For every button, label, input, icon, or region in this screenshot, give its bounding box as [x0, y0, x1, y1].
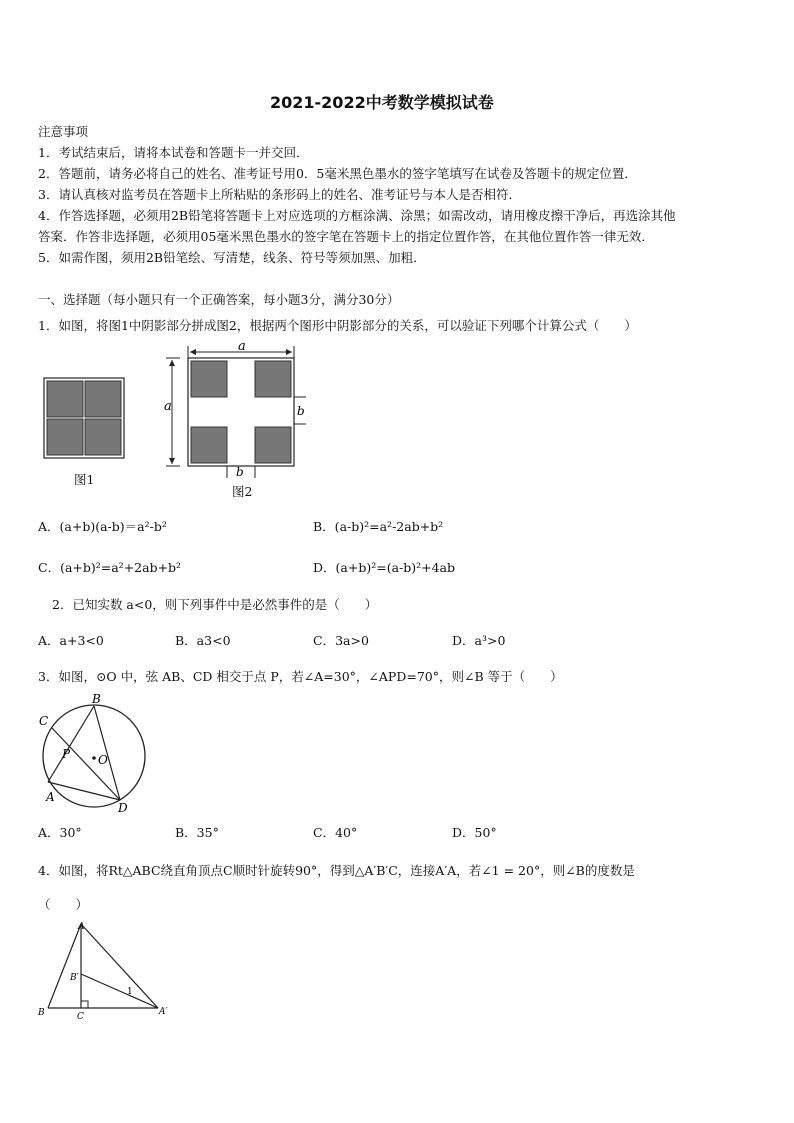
label-A-prime: A′: [159, 1007, 168, 1017]
q1-option-d[interactable]: D．(a+b)²=(a-b)²+4ab: [313, 560, 456, 575]
label-a-left: a: [164, 399, 172, 414]
q4-triangle-figure: [32, 918, 182, 1028]
label-O: O: [98, 753, 108, 767]
q1-figure-2: [160, 340, 320, 490]
label-A: A: [78, 922, 85, 932]
label-C: C: [77, 1012, 84, 1022]
notice-item: 4．作答选择题，必须用2B铅笔将答题卡上对应选项的方框涂满、涂黑；如需改动，请用橡皮擦干净后，再选涂其他: [38, 208, 676, 223]
q1-option-b[interactable]: B．(a-b)²=a²-2ab+b²: [313, 519, 444, 534]
notice-item: 1．考试结束后，请将本试卷和答题卡一并交回．: [38, 145, 309, 160]
label-A: A: [46, 790, 55, 804]
notice-heading: 注意事项: [38, 124, 89, 139]
label-B: B: [38, 1008, 45, 1018]
q2-option-c[interactable]: C．3a>0: [313, 633, 369, 648]
notice-item: 答案．作答非选择题，必须用05毫米黑色墨水的签字笔在答题卡上的指定位置作答，在其他位置作答一律无效．: [38, 229, 654, 244]
label-C: C: [39, 714, 49, 728]
notice-item: 3．请认真核对监考员在答题卡上所粘贴的条形码上的姓名、准考证号与本人是否相符．: [38, 187, 521, 202]
question-3-stem: 3．如图，⊙O 中，弦 AB、CD 相交于点 P，若∠A=30°，∠APD=70°，则∠B 等于（ ）: [38, 669, 563, 684]
figure-2-caption: 图2: [232, 484, 253, 499]
label-a-top: a: [238, 339, 246, 354]
label-B: B: [92, 692, 101, 706]
q2-option-d[interactable]: D．a³>0: [452, 633, 506, 648]
notice-item: 5．如需作图，须用2B铅笔绘、写清楚，线条、符号等须加黑、加粗．: [38, 250, 426, 265]
q2-option-b[interactable]: B．a3<0: [175, 633, 231, 648]
q3-option-b[interactable]: B．35°: [175, 825, 219, 840]
q2-option-a[interactable]: A．a+3<0: [38, 633, 104, 648]
notice-item: 2．答题前，请务必将自己的姓名、准考证号用0．5毫米黑色墨水的签字笔填写在试卷及答题卡的规定位置．: [38, 166, 637, 181]
section-heading: 一、选择题（每小题只有一个正确答案，每小题3分，满分30分）: [38, 292, 400, 307]
figure-1-caption: 图1: [74, 472, 95, 487]
label-angle-1: 1: [127, 987, 133, 997]
label-D: D: [118, 801, 128, 815]
label-b-right: b: [297, 404, 305, 418]
q1-option-a[interactable]: A．(a+b)(a-b)＝a²-b²: [38, 519, 167, 534]
q3-option-d[interactable]: D．50°: [452, 825, 497, 840]
label-B-prime: B′: [70, 973, 79, 983]
q3-option-a[interactable]: A．30°: [38, 825, 82, 840]
q3-circle-figure: [30, 688, 160, 818]
label-P: P: [62, 747, 71, 761]
question-1-stem: 1．如图，将图1中阴影部分拼成图2，根据两个图形中阴影部分的关系，可以验证下列哪个计算公式（ ）: [38, 318, 637, 333]
question-2-stem: 2．已知实数 a<0，则下列事件中是必然事件的是（ ）: [52, 597, 378, 612]
q1-option-c[interactable]: C．(a+b)²=a²+2ab+b²: [38, 560, 182, 575]
question-4-answer-paren: （ ）: [38, 897, 89, 912]
page-title: 2021-2022中考数学模拟试卷: [270, 93, 494, 112]
question-4-stem: 4．如图，将Rt△ABC绕直角顶点C顺时针旋转90°，得到△A′B′C，连接A′A，若∠1 = 20°，则∠B的度数是: [38, 863, 635, 878]
label-b-bottom: b: [236, 465, 244, 479]
q3-option-c[interactable]: C．40°: [313, 825, 358, 840]
